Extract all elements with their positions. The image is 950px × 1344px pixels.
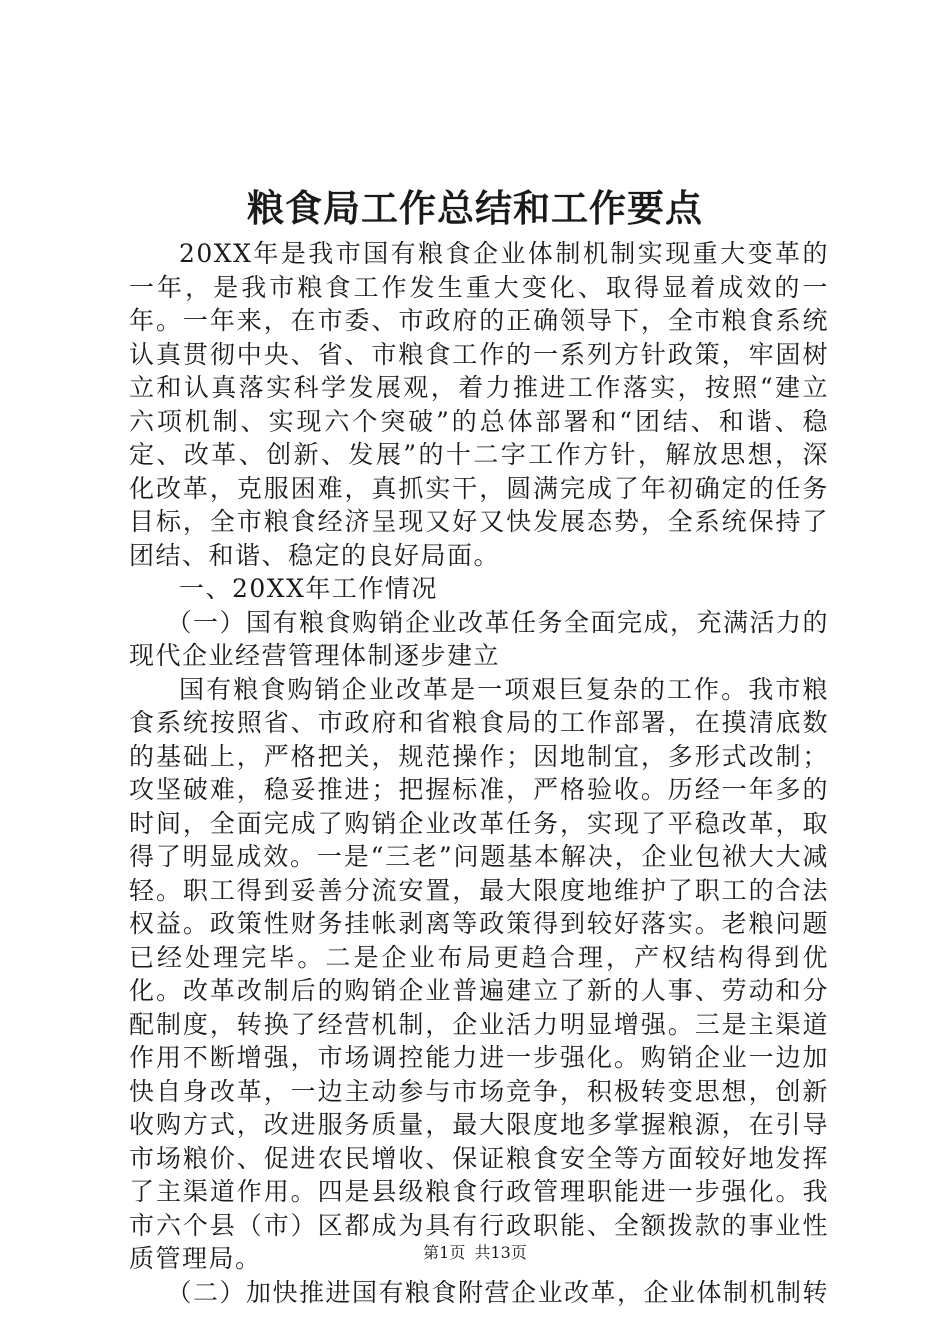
subsection-heading-1: （一）国有粮食购销企业改革任务全面完成，充满活力的现代企业经营管理体制逐步建立: [129, 607, 830, 670]
page-number: 第1页: [423, 1243, 466, 1262]
page-footer: [0, 1241, 950, 1265]
document-body: [129, 237, 829, 1309]
document-title: 粮食局工作总结和工作要点: [247, 186, 703, 230]
subsection-heading-2: （二）加快推进国有粮食附营企业改革，企业体制机制转: [166, 1277, 830, 1307]
section-heading: 一、20XX年工作情况: [179, 574, 438, 603]
body-paragraph: 国有粮食购销企业改革是一项艰巨复杂的工作。我市粮食系统按照省、市政府和省粮食局的工作部署，在摸清底数的基础上，严格把关，规范操作；因地制宜，多形式改制；攻坚破难，稳妥推进；把握标准，严格验收。历经一年多的时间，全面完成了购销企业改革任务，实现了平稳改革，取得了明显成效。一是“三老”问题基本解决，企业包袱大大减轻。职工得到妥善分流安置，最大限度地维护了职工的合法权益。政策性财务挂帐剥离等政策得到较好落实。老粮问题已经处理完毕。二是企业布局更趋合理，产权结构得到优化。改革改制后的购销企业普遍建立了新的人事、劳动和分配制度，转换了经营机制，企业活力明显增强。三是主渠道作用不断增强，市场调控能力进一步强化。购销企业一边加快自身改革，一边主动参与市场竞争，积极转变思想，创新收购方式，改进服务质量，最大限度地多掌握粮源，在引导市场粮价、促进农民增收、保证粮食安全等方面较好地发挥了主渠道作用。四是县级粮食行政管理职能进一步强化。我市六个县（市）区都成为具有行政职能、全额拨款的事业性质管理局。: [129, 674, 829, 1273]
intro-paragraph: 20XX年是我市国有粮食企业体制机制实现重大变革的一年，是我市粮食工作发生重大变化、取得显着成效的一年。一年来，在市委、市政府的正确领导下，全市粮食系统认真贯彻中央、省、市粮食工作的一系列方针政策，牢固树立和认真落实科学发展观，着力推进工作落实，按照“建立六项机制、实现六个突破”的总体部署和“团结、和谐、稳定、改革、创新、发展”的十二字工作方针，解放思想，深化改革，克服困难，真抓实干，圆满完成了年初确定的任务目标，全市粮食经济呈现又好又快发展态势，全系统保持了团结、和谐、稳定的良好局面。: [129, 239, 829, 570]
page-total: 共13页: [474, 1243, 527, 1262]
